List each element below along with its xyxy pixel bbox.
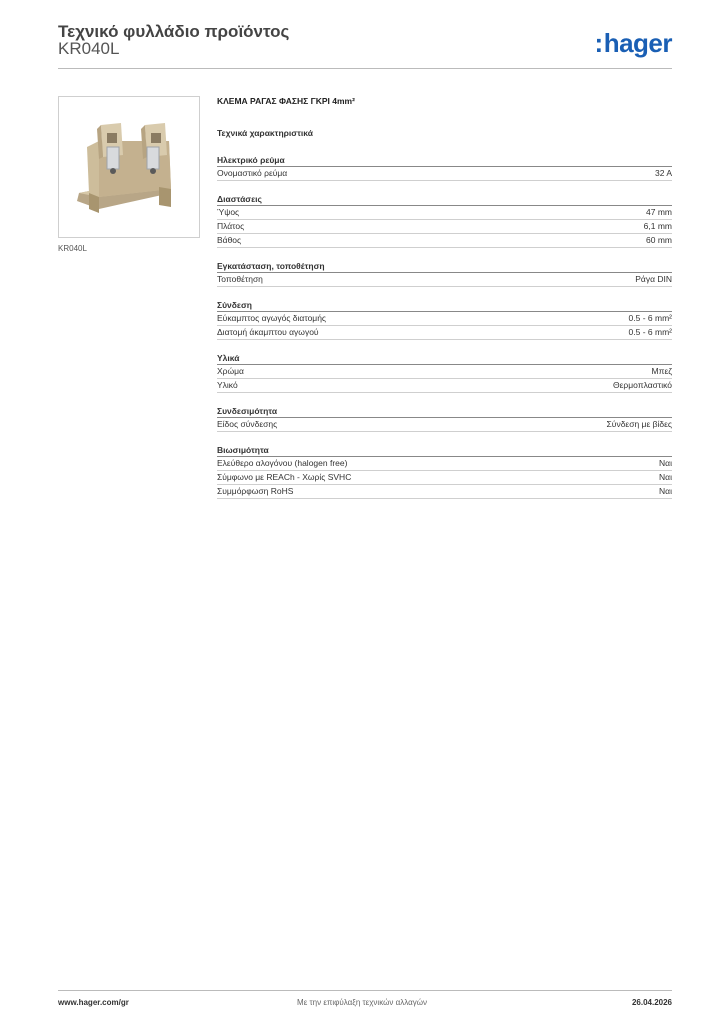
spec-section — [217, 150, 672, 181]
spec-label: Ελεύθερο αλογόνου (halogen free) — [217, 458, 348, 468]
spec-value: 32 A — [654, 168, 672, 178]
spec-row — [217, 457, 672, 471]
spec-section — [217, 189, 672, 248]
spec-row — [217, 418, 672, 432]
section-title: Συνδεσιμότητα — [217, 401, 672, 418]
spec-label: Ονομαστικό ρεύμα — [217, 168, 288, 178]
product-description: ΚΛΕΜΑ ΡΑΓΑΣ ΦΑΣΗΣ ΓΚΡΙ 4mm² — [217, 96, 355, 106]
spec-row — [217, 312, 672, 326]
section-title: Ηλεκτρικό ρεύμα — [217, 150, 672, 167]
spec-row — [217, 379, 672, 393]
footer-divider — [58, 990, 672, 991]
spec-row — [217, 485, 672, 499]
spec-row — [217, 167, 672, 181]
spec-section — [217, 401, 672, 432]
spec-value: Θερμοπλαστικό — [612, 380, 672, 390]
spec-value: Ράγα DIN — [635, 274, 672, 284]
spec-heading: Τεχνικά χαρακτηριστικά — [217, 128, 313, 138]
spec-section — [217, 440, 672, 499]
spec-value: 0.5 - 6 mm² — [628, 327, 672, 337]
spec-label: Ύψος — [217, 207, 240, 217]
spec-label: Είδος σύνδεσης — [217, 419, 278, 429]
section-title: Διαστάσεις — [217, 189, 672, 206]
spec-panel — [217, 96, 672, 499]
spec-row — [217, 365, 672, 379]
spec-label: Πλάτος — [217, 221, 245, 231]
product-image — [58, 96, 200, 238]
spec-value: 6,1 mm — [643, 221, 672, 231]
spec-label: Τοποθέτηση — [217, 274, 263, 284]
spec-value: Ναι — [659, 458, 672, 468]
spec-value: 47 mm — [646, 207, 672, 217]
section-title: Σύνδεση — [217, 295, 672, 312]
spec-sections — [217, 150, 672, 499]
footer-disclaimer: Με την επιφύλαξη τεχνικών αλλαγών — [297, 998, 427, 1007]
hager-logo: :hager — [594, 28, 672, 58]
spec-row — [217, 471, 672, 485]
spec-label: Συμμόρφωση RoHS — [217, 486, 294, 496]
spec-label: Εύκαμπτος αγωγός διατομής — [217, 313, 327, 323]
spec-section — [217, 348, 672, 393]
spec-section — [217, 256, 672, 287]
logo-text: hager — [603, 28, 672, 58]
spec-row — [217, 273, 672, 287]
header-divider — [58, 68, 672, 69]
spec-row — [217, 234, 672, 248]
spec-row — [217, 326, 672, 340]
section-title: Βιωσιμότητα — [217, 440, 672, 457]
spec-label: Χρώμα — [217, 366, 244, 376]
spec-row — [217, 220, 672, 234]
terminal-block-icon — [59, 97, 199, 237]
page-title: Τεχνικό φυλλάδιο προϊόντος — [58, 22, 290, 41]
footer-website[interactable]: www.hager.com/gr — [58, 998, 129, 1007]
spec-label: Διατομή άκαμπτου αγωγού — [217, 327, 319, 337]
spec-value: Σύνδεση με βίδες — [606, 419, 672, 429]
spec-value: Μπεζ — [651, 366, 672, 376]
spec-value: Ναι — [659, 486, 672, 496]
section-title: Υλικά — [217, 348, 672, 365]
spec-section — [217, 295, 672, 340]
spec-label: Υλικό — [217, 380, 238, 390]
spec-value: 60 mm — [646, 235, 672, 245]
spec-label: Σύμφωνο με REACh - Χωρίς SVHC — [217, 472, 352, 482]
spec-value: 0.5 - 6 mm² — [628, 313, 672, 323]
spec-label: Βάθος — [217, 235, 242, 245]
product-code: KR040L — [58, 39, 120, 58]
section-title: Εγκατάσταση, τοποθέτηση — [217, 256, 672, 273]
spec-row — [217, 206, 672, 220]
image-caption: KR040L — [58, 244, 87, 253]
spec-value: Ναι — [659, 472, 672, 482]
footer-date: 26.04.2026 — [631, 998, 672, 1007]
